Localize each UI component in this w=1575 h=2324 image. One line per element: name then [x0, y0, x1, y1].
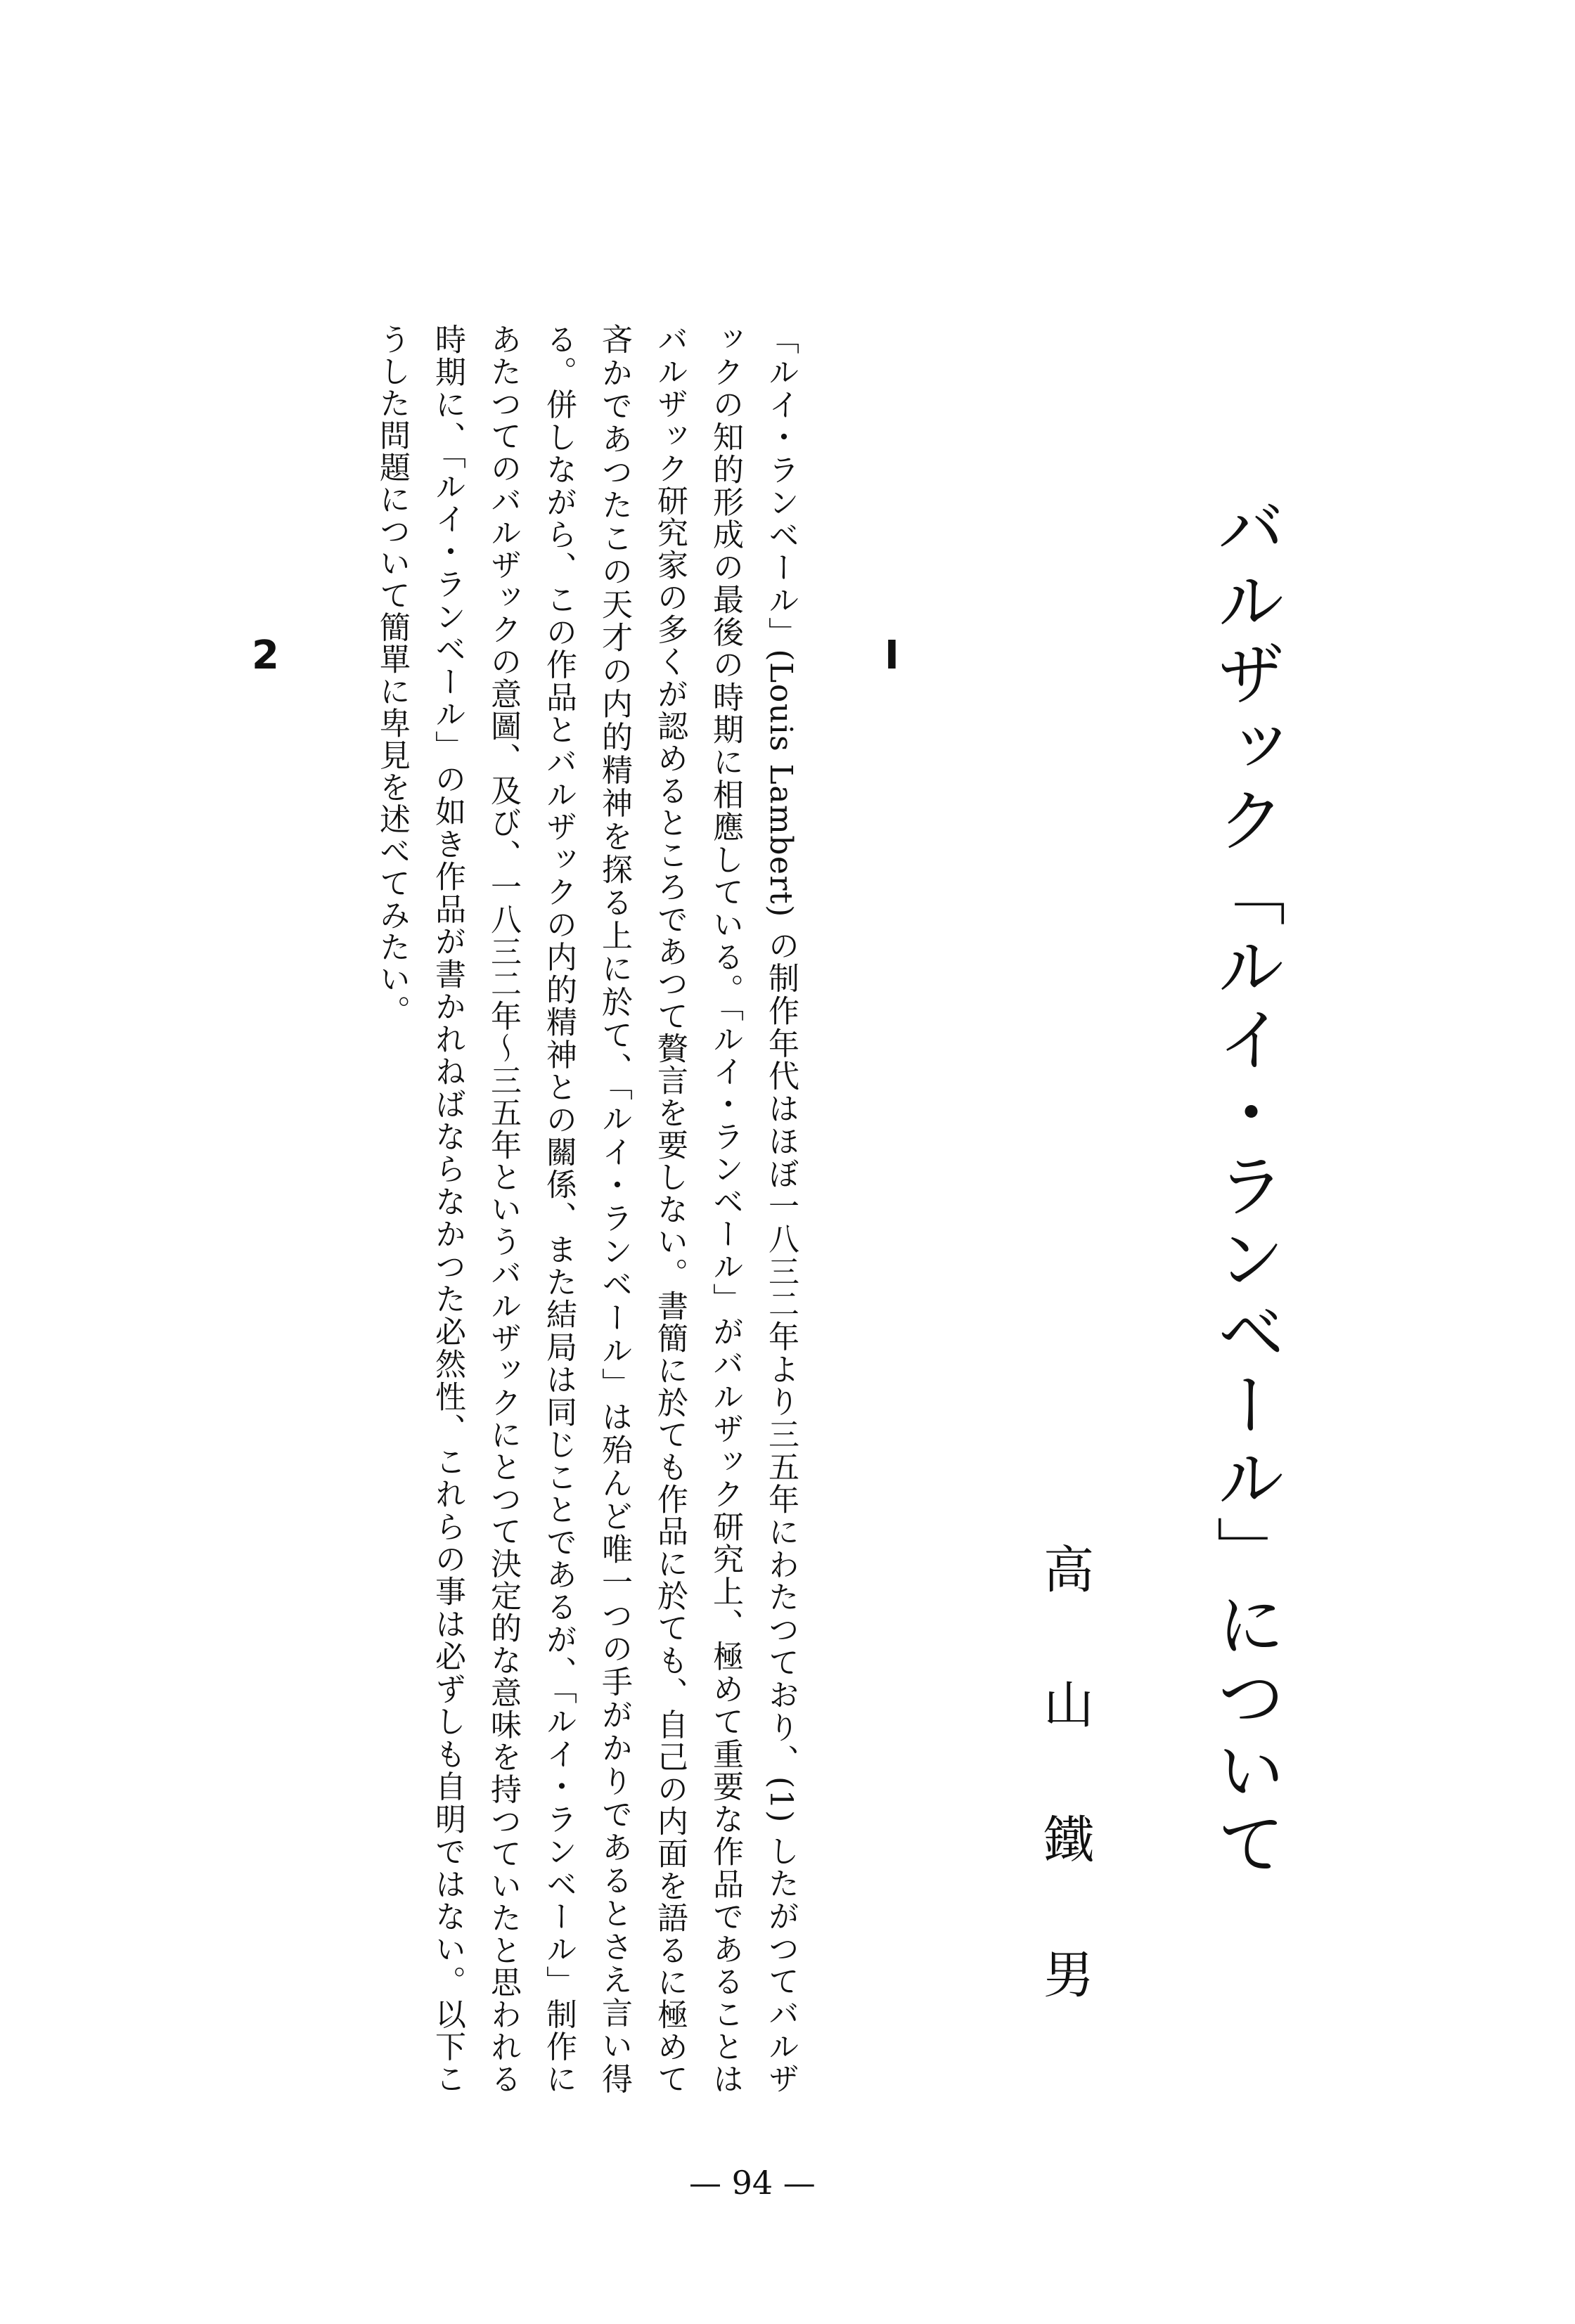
section-number: I	[885, 633, 899, 678]
body-paragraph: 「ルイ・ランベール」(Louis Lambert) の制作年代はほぼ一八三二年より三五年にわたつており、(1) したがつてバルザックの知的形成の最後の時期に相應している。「ルイ・ランベール」がバルザック研究上、極めて重要な作品であることはバルザック研究家の多くが認めるところであつて贅言を要しない。書簡に於ても作品に於ても、自己の内面を語るに極めて吝かであつたこの天才の内的精神を探る上に於て、「ルイ・ランベール」は殆んど唯一つの手がかりであるとさえ言い得る。併しながら、この作品とバルザックの内的精神との關係、また結局は同じことであるが、「ルイ・ランベール」制作にあたつてのバルザックの意圖、及び、一八三二年〜三五年というバルザックにとつて決定的な意味を持つていたと思われる時期に、「ルイ・ランベール」の如き作品が書かれねばならなかつた必然性、これらの事は必ずしも自明ではない。以下こうした問題について簡單に卑見を述べてみたい。	[374, 323, 799, 2095]
body-text	[359, 323, 809, 2095]
page-number: — 94 —	[689, 2164, 816, 2202]
article-title: バルザック「ルイ・ランベール」について	[1205, 492, 1285, 1881]
author-name: 高山鐵男	[1035, 1543, 1094, 2083]
side-number: 2	[252, 633, 279, 678]
